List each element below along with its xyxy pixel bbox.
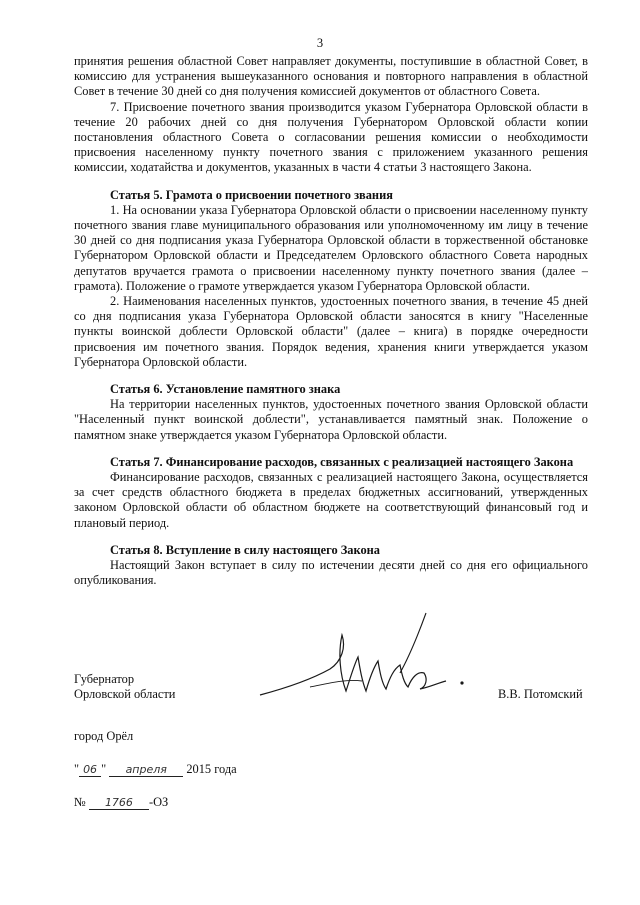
date-quote-close: "	[101, 762, 107, 776]
signatory-name: В.В. Потомский	[498, 687, 583, 701]
article-5-heading: Статья 5. Грамота о присвоении почетного звания	[110, 187, 393, 202]
document-body	[74, 54, 588, 589]
article-6-text: На территории населенных пунктов, удостоенных почетного звания Орловской области "Населенный пункт воинской доблести", устанавливается памятный знак. Положение о памятном знаке утверждается указом Губернатора Орловской области.	[74, 397, 588, 442]
signatory-title-line1: Губернатор	[74, 672, 135, 686]
article-5-part-1: 1. На основании указа Губернатора Орловской области о присвоении населенному пункту почетного звания главе муниципального образования или уполномоченному им лицу в течение 30 дней со дня подписания указа Губернатора Орловской области в торжественной обстановке Губернатором Орловской области и Председателем Орловского областного Совета народных депутатов вручается грамота о присвоении населенному пункту почетного звания (далее – грамота). Положение о грамоте утверждается указом Губернатора Орловской области.	[74, 202, 588, 293]
law-number-line	[74, 795, 168, 810]
article-7-heading: Статья 7. Финансирование расходов, связанных с реализацией настоящего Закона	[110, 454, 574, 469]
date-month: апреля	[109, 763, 183, 777]
paragraph-part-7: 7. Присвоение почетного звания производится указом Губернатора Орловской области в течение 20 рабочих дней со дня получения Губернатором Орловской области копии постановления областного Совета о согласовании решения комиссии о необходимости присвоения населенному пункту почетного звания с приложением указанного решения комиссии, ходатайства и документов, указанных в части 4 статьи 3 настоящего Закона.	[74, 99, 588, 175]
article-8-text: Настоящий Закон вступает в силу по истечении десяти дней со дня его официального опубликования.	[74, 558, 588, 588]
article-6-heading: Статья 6. Установление памятного знака	[110, 382, 341, 397]
article-5-part-2: 2. Наименования населенных пунктов, удостоенных почетного звания, в течение 45 дней со дня подписания указа Губернатора Орловской области заносятся в книгу "Населенные пункты воинской доблести Орловской области" (далее – книга) в порядке очередности присвоения им почетного звания. Порядок ведения, хранения книги утверждается указом Губернатора Орловской области.	[74, 294, 588, 369]
signatory-title-line2: Орловской области	[74, 687, 176, 702]
article-8-heading: Статья 8. Вступление в силу настоящего Закона	[110, 542, 380, 557]
number-prefix: №	[74, 795, 86, 809]
date-day: 06	[79, 763, 101, 777]
signatory-title	[74, 672, 175, 702]
page-number: 3	[316, 36, 324, 50]
date-line	[74, 762, 237, 777]
article-7-text: Финансирование расходов, связанных с реализацией настоящего Закона, осуществляется за счет средств областного бюджета в пределах бюджетных ассигнований, утвержденных законом Орловской области об областном бюджете на соответствующий финансовый год и плановый период.	[74, 470, 588, 530]
number-suffix: -ОЗ	[148, 795, 169, 809]
date-year: 2015 года	[186, 762, 237, 776]
law-number-value: 1766	[89, 796, 149, 810]
handwritten-signature	[250, 595, 480, 705]
place-of-signing: город Орёл	[74, 729, 134, 743]
paragraph-continuation: принятия решения областной Совет направляет документы, поступившие в областной Совет, в комиссию для устранения вышеуказанного основания и повторного направления в областной Совет в течение 30 дней со дня получения комиссией документов от областного Совета.	[74, 54, 588, 99]
date-quote-open: "	[74, 762, 80, 776]
